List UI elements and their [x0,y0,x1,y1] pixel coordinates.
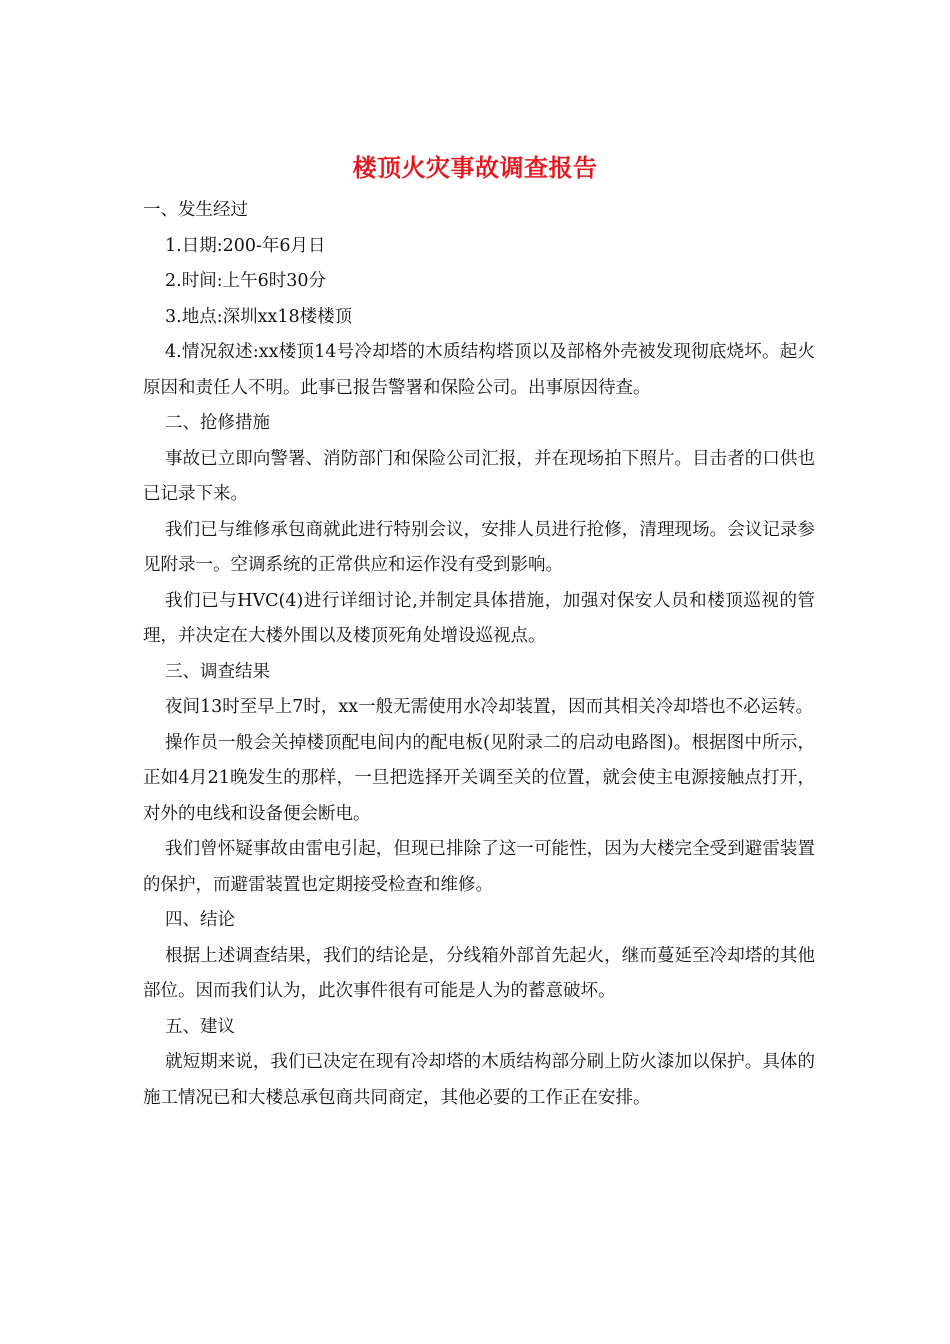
findings-paragraph-3: 我们曾怀疑事故由雷电引起，但现已排除了这一可能性，因为大楼完全受到避雷装置的保护，而避雷装置也定期接受检查和维修。 [143,839,815,895]
location-line: 3.地点:深圳xx18楼楼顶 [165,306,353,327]
findings-paragraph-1: 夜间13时至早上7时，xx一般无需使用水冷却装置，因而其相关冷却塔也不必运转。 [165,697,814,717]
repair-paragraph-2: 我们已与维修承包商就此进行特别会议，安排人员进行抢修，清理现场。会议记录参见附录一。空调系统的正常供应和运作没有受到影响。 [143,519,815,575]
situation-paragraph: 4.情况叙述:xx楼顶14号冷却塔的木质结构塔顶以及部格外壳被发现彻底烧坏。起火原因和责任人不明。此事已报告警署和保险公司。出事原因待查。 [143,342,815,398]
section-heading-4: 四、结论 [165,910,235,930]
date-line: 1.日期:200-年6月日 [165,235,326,256]
section-heading-1: 一、发生经过 [143,200,248,220]
recommendation-paragraph: 就短期来说，我们已决定在现有冷却塔的木质结构部分刷上防火漆加以保护。具体的施工情况已和大楼总承包商共同商定，其他必要的工作正在安排。 [143,1052,815,1108]
repair-paragraph-1: 事故已立即向警署、消防部门和保险公司汇报，并在现场拍下照片。目击者的口供也已记录下来。 [143,448,815,504]
document-title: 楼顶火灾事故调查报告 [352,153,598,182]
repair-paragraph-3: 我们已与HVC(4)进行详细讨论,并制定具体措施，加强对保安人员和楼顶巡视的管理，并决定在大楼外围以及楼顶死角处增设巡视点。 [143,590,815,646]
section-heading-3: 三、调查结果 [165,661,270,682]
time-line: 2.时间:上午6时30分 [165,271,326,291]
document-body [143,193,815,1116]
section-heading-5: 五、建议 [165,1016,235,1037]
section-heading-2: 二、抢修措施 [165,413,270,433]
conclusion-paragraph: 根据上述调查结果，我们的结论是，分线箱外部首先起火，继而蔓延至冷却塔的其他部位。因而我们认为，此次事件很有可能是人为的蓄意破坏。 [143,945,815,1001]
findings-paragraph-2: 操作员一般会关掉楼顶配电间内的配电板(见附录二的启动电路图)。根据图中所示，正如4月21晚发生的那样，一旦把选择开关调至关的位置，就会使主电源接触点打开，对外的电线和设备便会断电。 [143,732,815,824]
